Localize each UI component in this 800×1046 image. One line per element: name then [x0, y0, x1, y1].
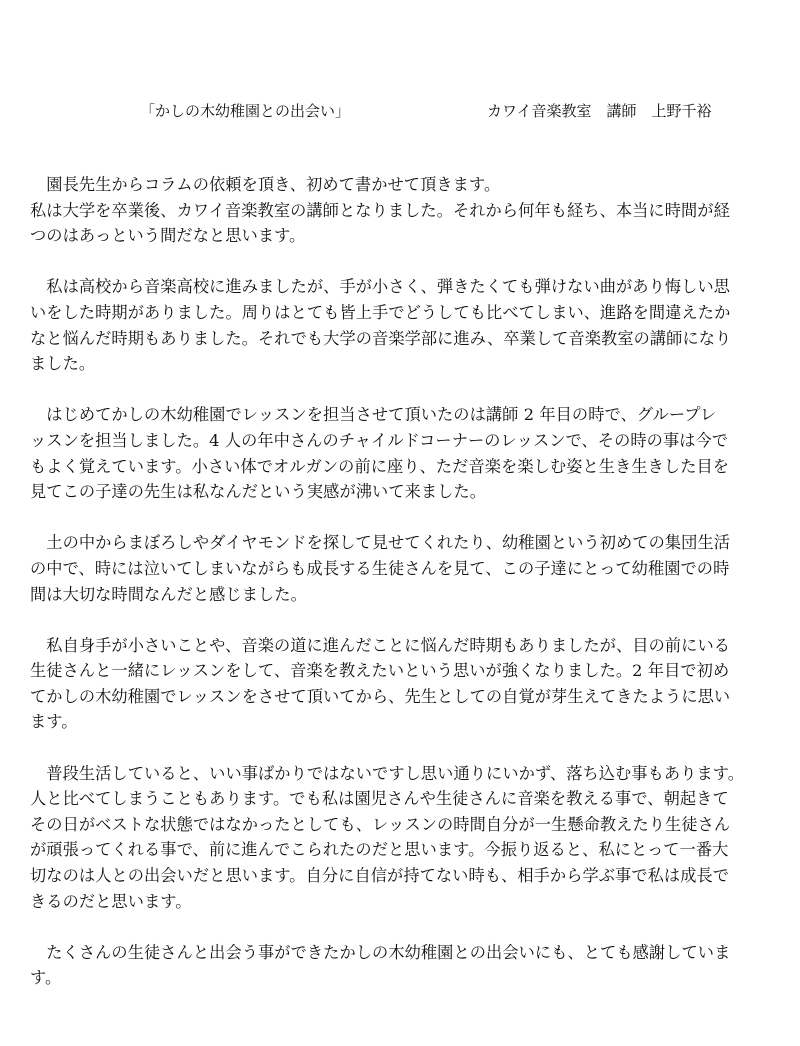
text-line: 土の中からまぼろしやダイヤモンドを探して見せてくれたり、幼稚園という初めての集団生活 — [30, 533, 731, 553]
text-line: つのはあっという間だなと思います。 — [30, 226, 306, 246]
text-line: 私自身手が小さいことや、音楽の道に進んだことに悩んだ時期もありましたが、目の前にいる — [30, 635, 731, 655]
text-line: が頑張ってくれる事で、前に進んでこられたのだと思います。今振り返ると、私にとって一番大 — [30, 840, 729, 860]
text-line: いをした時期がありました。周りはとても皆上手でどうしても比べてしまい、進路を間違えたか — [30, 302, 731, 322]
text-line: ました。 — [30, 354, 96, 374]
paragraph — [30, 761, 770, 915]
text-line: す。 — [30, 968, 62, 988]
text-line: 普段生活していると、いい事ばかりではないですし思い通りにいかず、落ち込む事もあります。 — [30, 763, 745, 783]
text-line: 私は大学を卒業後、カワイ音楽教室の講師となりました。それから何年も経ち、本当に時間が経 — [30, 200, 730, 220]
document-title: 「かしの木幼稚園との出会い」 — [140, 102, 351, 120]
paragraph — [30, 633, 770, 735]
text-line: その日がベストな状態ではなかったとしても、レッスンの時間自分が一生懸命教えたり生徒さん — [30, 814, 731, 834]
text-line: 間は大切な時間なんだと感じました。 — [30, 584, 307, 604]
text-line: たくさんの生徒さんと出会う事ができたかしの木幼稚園との出会いにも、とても感謝していま — [30, 942, 731, 962]
text-line: てかしの木幼稚園でレッスンをさせて頂いてから、先生としての自覚が芽生えてきたように思い — [30, 686, 731, 706]
text-line: きるのだと思います。 — [30, 891, 192, 911]
text-line: ます。 — [30, 712, 78, 732]
text-line: 園長先生からコラムの依頼を頂き、初めて書かせて頂きます。 — [30, 175, 501, 194]
paragraph — [30, 530, 770, 607]
text-line: 私は高校から音楽高校に進みましたが、手が小さく、弾きたくても弾けない曲があり悔しい思 — [30, 277, 731, 297]
paragraph — [30, 940, 770, 991]
text-line: の中で、時には泣いてしまいながらも成長する生徒さんを見て、この子達にとって幼稚園での時 — [30, 558, 730, 578]
author-line: カワイ音楽教室 講師 上野千裕 — [487, 102, 712, 120]
text-line: ッスンを担当しました。4 人の年中さんのチャイルドコーナーのレッスンで、その時の事は今で — [30, 430, 729, 450]
paragraph — [30, 172, 770, 249]
paragraph — [30, 402, 770, 504]
paragraph — [30, 274, 770, 376]
text-line: もよく覚えています。小さい体でオルガンの前に座り、ただ音楽を楽しむ姿と生き生きした目を — [30, 456, 730, 476]
text-line: 見てこの子達の先生は私なんだという実感が沸いて来ました。 — [30, 482, 487, 502]
text-line: 切なのは人との出会いだと思います。自分に自信が持てない時も、相手から学ぶ事で私は成長で — [30, 866, 730, 886]
text-line: 人と比べてしまうこともあります。でも私は園児さんや生徒さんに音楽を教える事で、朝起きて — [30, 789, 729, 809]
text-line: なと悩んだ時期もありました。それでも大学の音楽学部に進み、卒業して音楽教室の講師になり — [30, 328, 732, 348]
text-line: はじめてかしの木幼稚園でレッスンを担当させて頂いたのは講師 2 年目の時で、グループレ — [30, 405, 717, 425]
document-body — [30, 172, 770, 1017]
text-line: 生徒さんと一緒にレッスンをして、音楽を教えたいという思いが強くなりました。2 年目で初め — [30, 661, 730, 681]
